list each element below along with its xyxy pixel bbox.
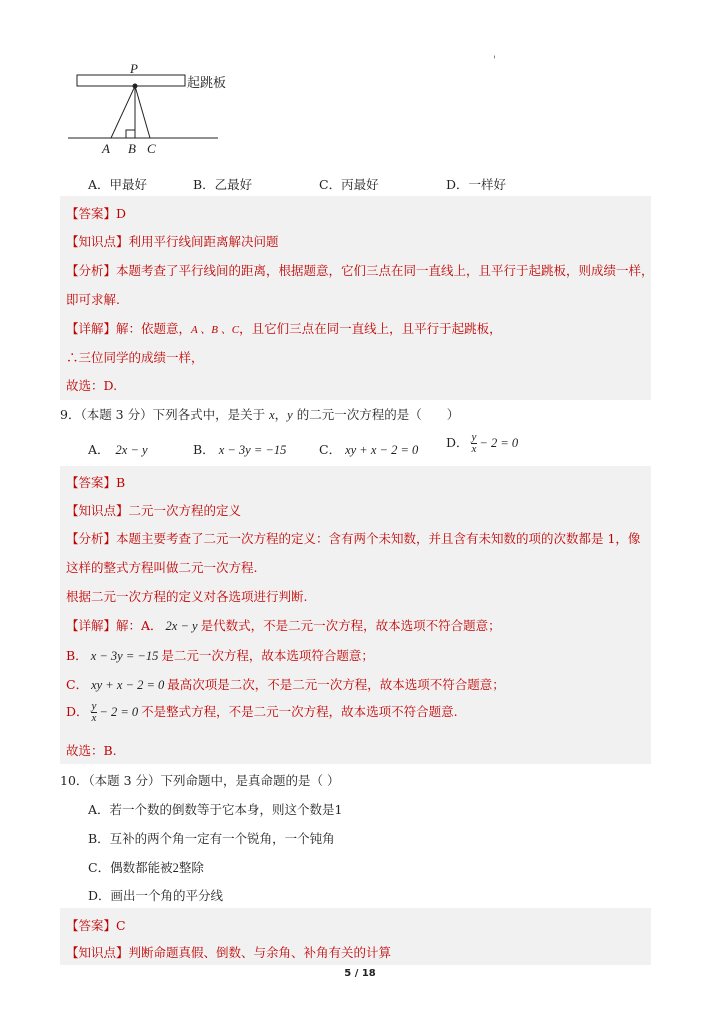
q10-option-c-prefix: C．偶数都能被 [88, 860, 173, 875]
q9-detail-b-label: B． [66, 648, 88, 663]
q9-option-d [446, 432, 518, 455]
q8-option-c: C．丙最好 [319, 177, 379, 192]
q9-choose: 故选：B. [66, 743, 117, 758]
q9-detail-a-prefix: 【详解】解：A． [66, 618, 163, 633]
q10-option-c-suffix: 整除 [178, 860, 204, 875]
figure-diagram [66, 58, 266, 162]
q9-detail-c [66, 675, 505, 693]
q9-detail-d [66, 701, 458, 724]
q8-detail-points: A 、B 、C [191, 324, 240, 336]
q9-answer-block [60, 466, 651, 764]
label-b: B [128, 141, 136, 156]
q9-detail-d-label: D． [66, 704, 89, 719]
q10-knowledge: 【知识点】判断命题真假、倒数、与余角、补角有关的计算 [66, 945, 392, 960]
q10-option-d: D．画出一个角的平分线 [88, 888, 224, 903]
q9-detail-d-text: 不是整式方程，不是二元一次方程，故本选项不符合题意. [141, 704, 458, 719]
q9-detail-c-expr: xy + x − 2 = 0 [91, 678, 165, 692]
q9-option-d-num: y [471, 431, 477, 443]
q8-analysis-line1: 【分析】本题考查了平行线间的距离，根据题意，它们三点在同一直线上，且平行于起跳板，则成绩一样， [66, 263, 654, 278]
q8-answer-block [60, 196, 654, 400]
q9-detail-d-den: x [91, 712, 97, 724]
board-label: 起跳板 [187, 76, 227, 91]
q9-stem-x: x [269, 408, 275, 422]
q10-option-b: B．互补的两个角一定有一个锐角，一个钝角 [88, 831, 335, 846]
q9-detail-b [66, 646, 374, 664]
q8-option-b: B．乙最好 [193, 177, 253, 192]
q9-stem-y: y [287, 408, 293, 422]
q9-detail-d-rest: − 2 = 0 [99, 705, 139, 719]
q9-knowledge: 【知识点】二元一次方程的定义 [66, 503, 242, 518]
q8-detail [66, 319, 502, 337]
q9-option-d-label: D． [446, 435, 469, 450]
q9-detail-c-text: 最高次项是二次，不是二元一次方程，故本选项不符合题意； [167, 677, 505, 692]
stray-mark: ' [493, 55, 496, 66]
q9-detail-a [66, 616, 501, 634]
q10-option-c-num: 2 [172, 861, 179, 875]
right-angle-mark [126, 130, 135, 138]
q9-stem-comma: ， [274, 407, 288, 422]
label-c: C [147, 141, 156, 156]
q9-option-c [319, 440, 418, 458]
q8-detail-suffix: ，且它们三点在同一直线上，且平行于起跳板， [239, 321, 502, 336]
q9-detail-a-text: 是代数式，不是二元一次方程，故本选项不符合题意； [200, 618, 501, 633]
label-p: P [130, 61, 138, 76]
q10-stem: 10．（本题 3 分）下列命题中，是真命题的是（ ） [60, 773, 340, 788]
q9-detail-c-label: C． [66, 677, 89, 692]
q9-detail-a-expr: 2x − y [165, 619, 198, 633]
page-number: 5 / 18 [344, 968, 376, 979]
q10-answer: 【答案】C [66, 918, 126, 933]
q9-option-a [88, 440, 148, 458]
q9-analysis-line3: 根据二元一次方程的定义对各选项进行判断. [66, 589, 308, 604]
q8-answer: 【答案】D [66, 206, 127, 221]
long-jump-figure [66, 58, 266, 162]
q10-option-c [88, 858, 204, 876]
q8-option-d: D．一样好 [446, 177, 507, 192]
q8-conclusion: ∴三位同学的成绩一样， [66, 350, 204, 365]
q9-option-c-label: C． [319, 442, 342, 457]
q9-option-d-fraction [471, 432, 478, 455]
q9-option-d-den: x [471, 443, 477, 455]
q9-option-a-expr: 2x − y [115, 443, 148, 457]
q9-stem [60, 405, 459, 423]
q9-stem-prefix: 9．（本题 3 分）下列各式中，是关于 [60, 407, 270, 422]
q8-choose: 故选：D. [66, 378, 118, 393]
q9-option-d-rest: − 2 = 0 [479, 436, 519, 450]
q9-analysis-line1: 【分析】本题主要考查了二元一次方程的定义：含有两个未知数，并且含有未知数的项的次数都是 1，像 [66, 531, 641, 546]
label-a: A [102, 141, 110, 156]
q9-stem-suffix: 的二元一次方程的是（ ） [292, 407, 460, 422]
q8-analysis-line2: 即可求解. [66, 292, 120, 307]
q9-option-b-label: B． [193, 442, 215, 457]
q9-answer: 【答案】B [66, 475, 126, 490]
line-pc [135, 86, 150, 138]
q9-option-b-expr: x − 3y = −15 [218, 443, 287, 457]
q8-knowledge: 【知识点】利用平行线间距离解决问题 [66, 234, 279, 249]
q9-detail-b-text: 是二元一次方程，故本选项符合题意； [161, 648, 374, 663]
q9-detail-d-num: y [91, 700, 97, 712]
q9-analysis-line2: 这样的整式方程叫做二元一次方程. [66, 560, 258, 575]
q9-option-a-label: A． [88, 442, 110, 457]
q8-detail-prefix: 【详解】解：依题意， [66, 321, 192, 336]
q9-option-c-expr: xy + x − 2 = 0 [345, 443, 419, 457]
q10-option-a: A．若一个数的倒数等于它本身，则这个数是1 [88, 802, 343, 817]
q9-option-b [193, 440, 286, 458]
q10-answer-block [60, 908, 651, 965]
point-p [133, 84, 138, 89]
q8-option-a: A．甲最好 [88, 177, 148, 192]
q9-detail-d-fraction [91, 701, 98, 724]
q9-detail-b-expr: x − 3y = −15 [90, 649, 159, 663]
